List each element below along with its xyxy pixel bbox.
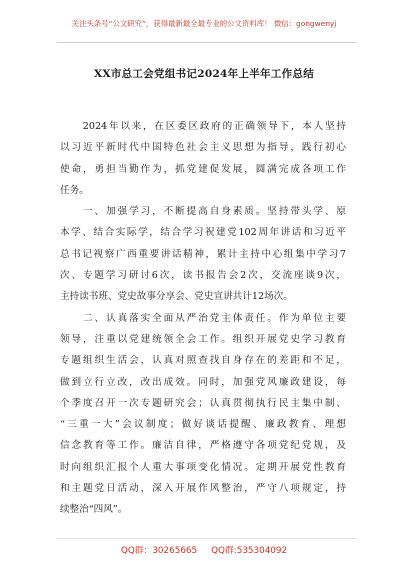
text-line: 时向组织汇报个人重大事项变化情况。定期开展党性教育 bbox=[60, 461, 346, 473]
text-line: “三重一大”会议制度；做好谈话提醒、廉政教育、理想 bbox=[60, 419, 346, 431]
text-line: 主持读书班、党史故事分享会、党史宣讲共计12场次。 bbox=[60, 291, 293, 303]
text-line: 二、认真落实全面从严治党主体责任。作为单位主要 bbox=[60, 312, 346, 324]
text-line: 任务。 bbox=[60, 184, 89, 196]
text-line: 以习近平新时代中国特色社会主义思想为指导，践行初心 bbox=[60, 142, 346, 154]
footer-qq-group-1: QQ群：30265665 bbox=[120, 546, 198, 556]
text-line: 总书记视察广西重要讲话精神，累计主持中心组集中学习7 bbox=[60, 248, 346, 260]
text-line: 信念教育等工作。廉洁自律，严格遵守各项党纪党规，及 bbox=[60, 440, 346, 452]
text-line: 和主题党日活动，深入开展作风整治，严守八项规定，持 bbox=[60, 483, 346, 495]
paragraph-party-governance bbox=[60, 308, 346, 521]
text-line: 个季度召开一次专题研究会；认真贯彻执行民主集中制、 bbox=[60, 397, 346, 409]
text-line: 专题组织生活会，认真对照查找自身存在的差距和不足， bbox=[60, 355, 346, 367]
footer-qq-group-2: QQ群:535304092 bbox=[211, 546, 288, 556]
header-banner: 关注头条号“公文研究”，获得最新最全最专业的公文资料库！ 微信：gongwenyj bbox=[71, 19, 337, 28]
text-line: 续整治“四风”。 bbox=[60, 504, 128, 516]
document-title: XX市总工会党组书记2024年上半年工作总结 bbox=[93, 68, 315, 80]
footer-divider bbox=[57, 538, 357, 539]
text-line: 使命，勇担当勤作为，抓党建促发展，圆满完成各项工作 bbox=[60, 163, 346, 175]
text-line: 领导，注重以党建统领全会工作。组织开展党史学习教育 bbox=[60, 333, 346, 345]
document-body bbox=[60, 116, 346, 521]
header-divider bbox=[57, 42, 357, 43]
paragraph-intro bbox=[60, 116, 346, 201]
text-line: 本学、结合实际学，结合学习祝建党102周年讲话和习近平 bbox=[60, 227, 346, 239]
footer-banner bbox=[0, 543, 408, 556]
text-line: 一、加强学习，不断提高自身素质。坚持带头学、原 bbox=[60, 206, 346, 218]
text-line: 2024年以来，在区委区政府的正确领导下，本人坚持 bbox=[60, 121, 346, 132]
paragraph-study bbox=[60, 201, 346, 307]
text-line: 次、专题学习研讨6次，读书报告会2次，交流座谈9次， bbox=[60, 270, 346, 282]
text-line: 做到立行立改，改出成效。同时，加强党风廉政建设，每 bbox=[60, 376, 346, 388]
